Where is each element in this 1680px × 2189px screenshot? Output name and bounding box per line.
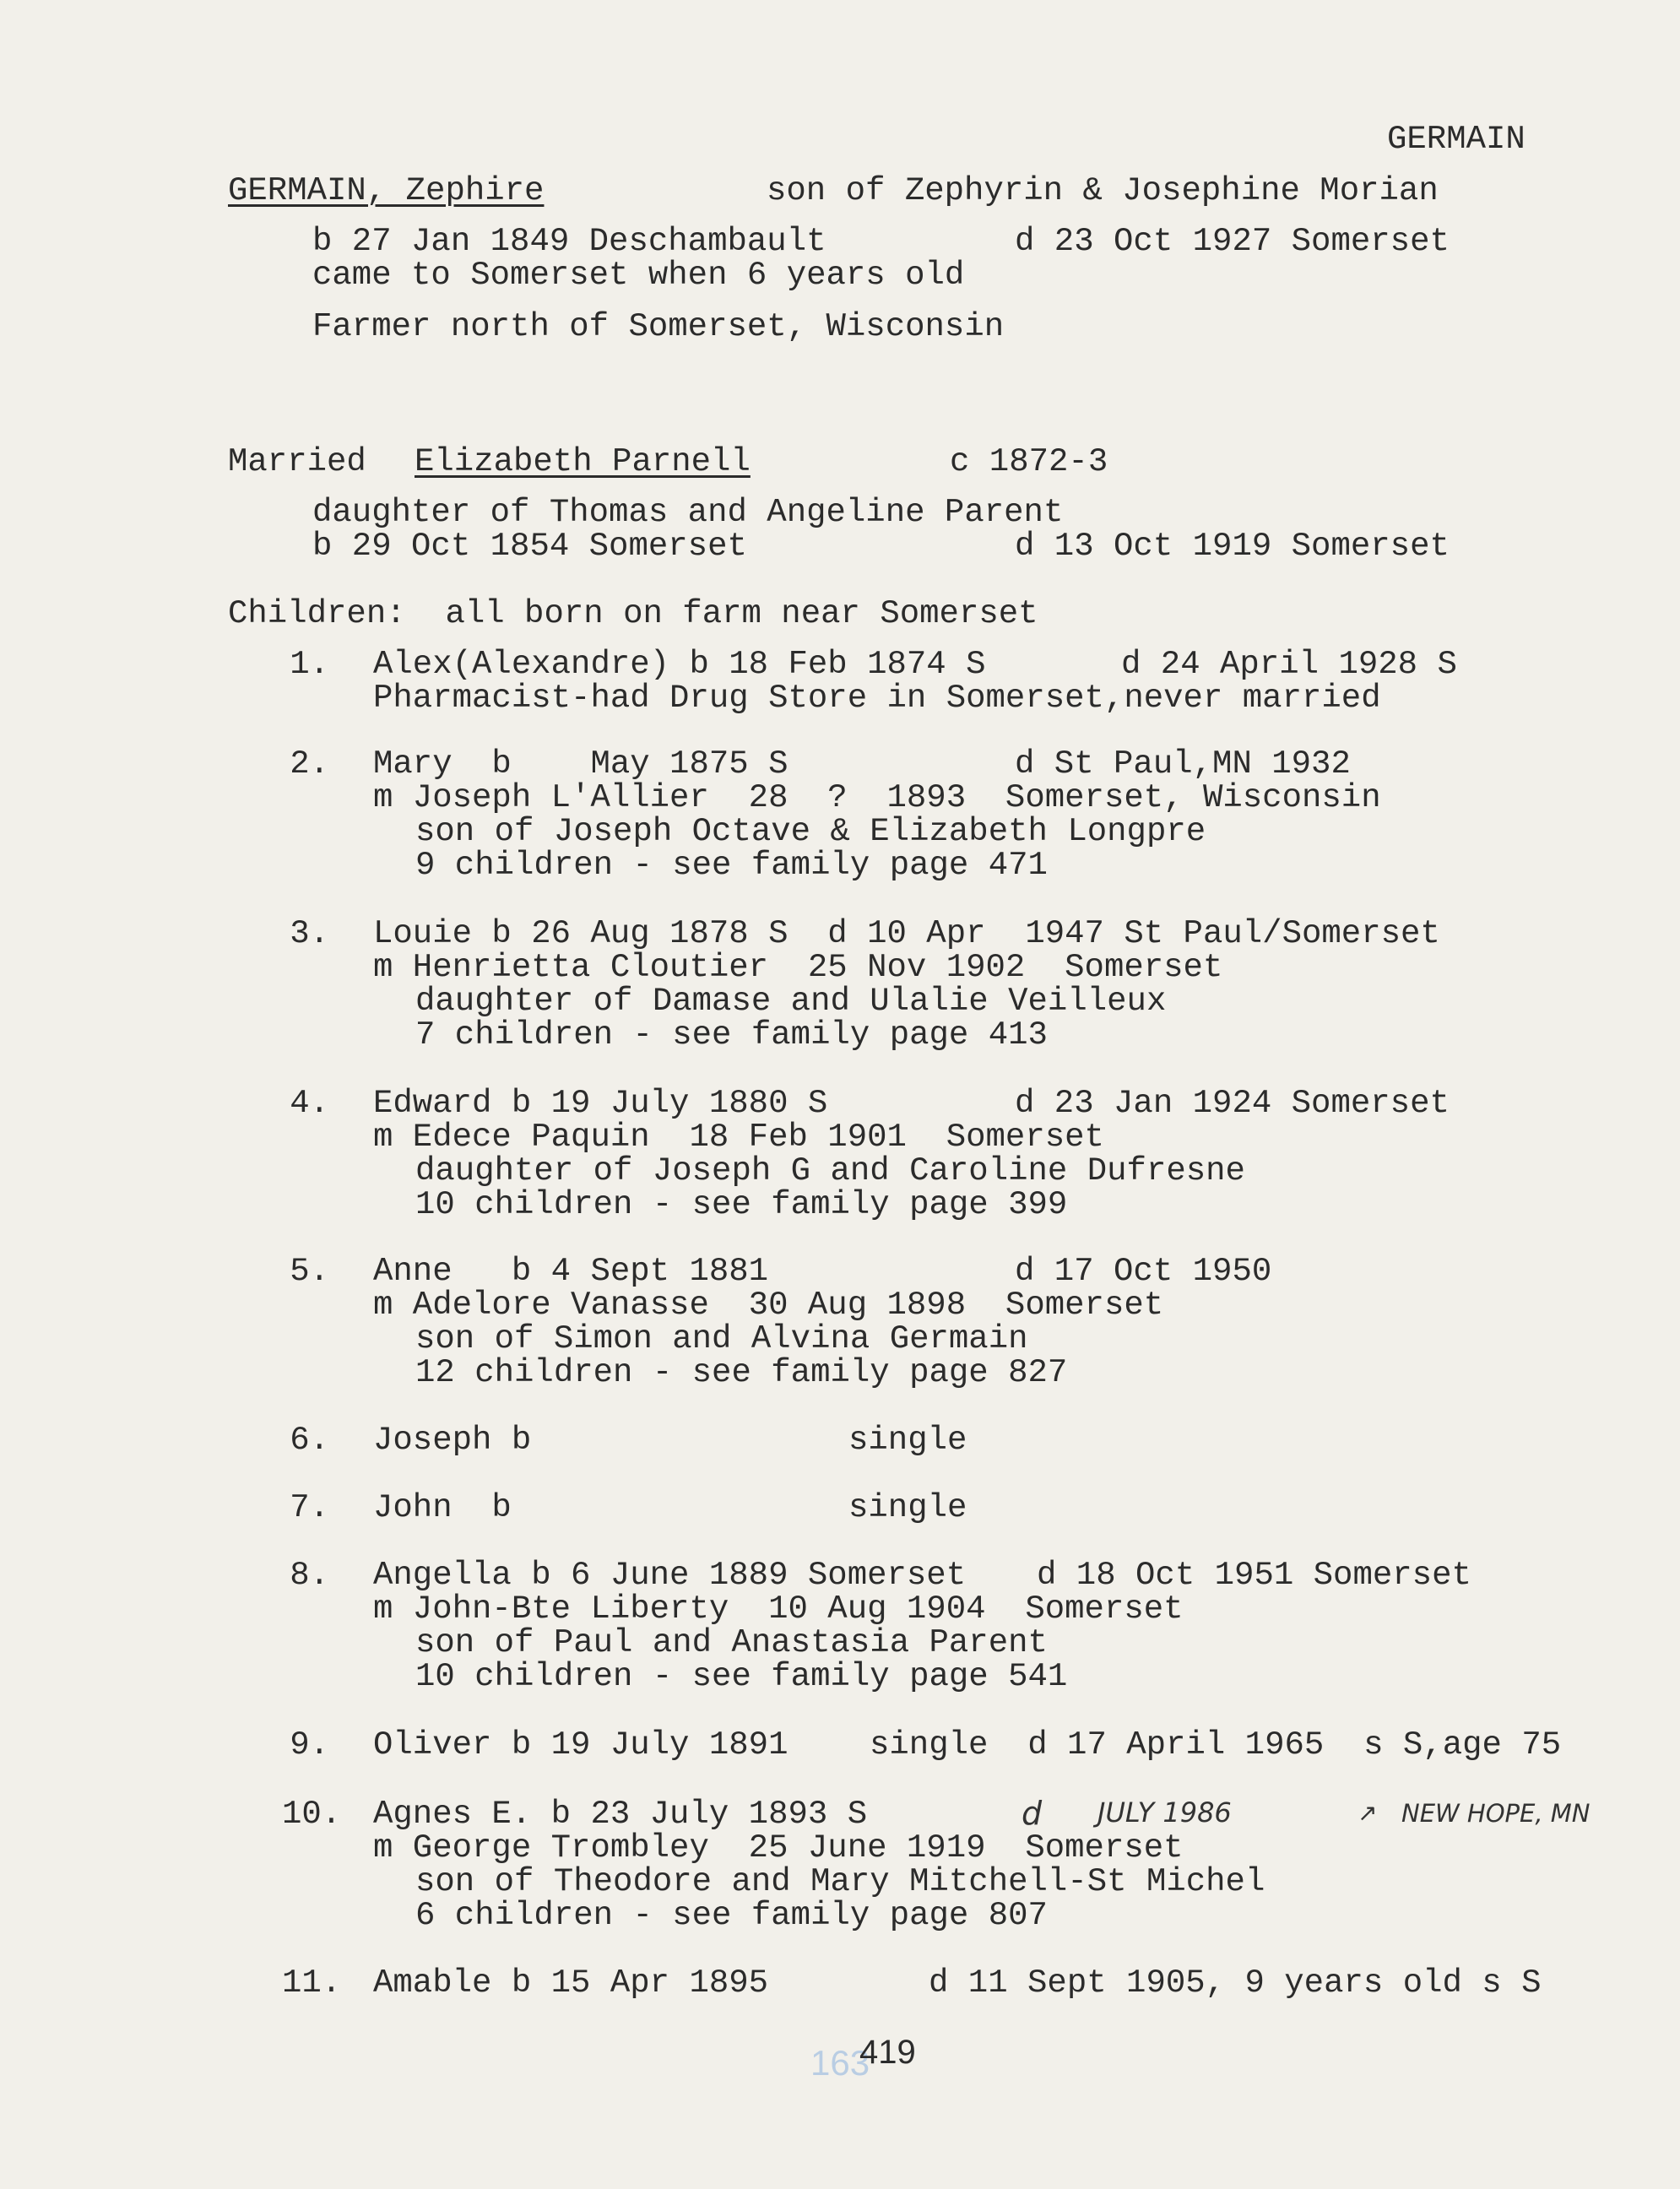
subject-note-occupation: Farmer north of Somerset, Wisconsin <box>312 308 1005 345</box>
child-number: 11. <box>282 1964 342 2002</box>
child-spouse-parents: son of Paul and Anastasia Parent <box>415 1624 1048 1661</box>
child-birth: Agnes E. b 23 July 1893 S <box>373 1796 868 1833</box>
child-number: 2. <box>290 745 329 783</box>
handwritten-death-place: NEW HOPE, MN <box>1401 1799 1591 1828</box>
child-note: Pharmacist-had Drug Store in Somerset,never married <box>373 680 1381 717</box>
child-death: d 24 April 1928 S <box>1121 646 1457 683</box>
child-number: 7. <box>290 1489 329 1526</box>
child-birth: Angella b 6 June 1889 Somerset <box>373 1557 967 1594</box>
child-birth: Anne b 4 Sept 1881 <box>373 1253 769 1290</box>
child-family-ref: 6 children - see family page 807 <box>415 1897 1048 1934</box>
child-spouse-parents: son of Theodore and Mary Mitchell-St Michel <box>415 1863 1265 1900</box>
child-birth: Edward b 19 July 1880 S <box>373 1085 828 1122</box>
subject-note-arrival: came to Somerset when 6 years old <box>312 257 965 294</box>
child-marriage: m Joseph L'Allier 28 ? 1893 Somerset, Wisconsin <box>373 779 1381 816</box>
child-spouse-parents: daughter of Damase and Ulalie Veilleux <box>415 983 1167 1020</box>
subject-parents: son of Zephyrin & Josephine Morian <box>767 172 1439 209</box>
page-header: GERMAIN <box>1387 121 1526 158</box>
child-death: d 17 Oct 1950 <box>1015 1253 1272 1290</box>
subject-birth: b 27 Jan 1849 Deschambault <box>312 223 826 260</box>
spouse-birth: b 29 Oct 1854 Somerset <box>312 528 747 565</box>
child-family-ref: 9 children - see family page 471 <box>415 847 1048 884</box>
child-family-ref: 7 children - see family page 413 <box>415 1016 1048 1054</box>
faded-stamp-number: 163 <box>810 2043 870 2083</box>
child-spouse-parents: daughter of Joseph G and Caroline Dufresne <box>415 1152 1245 1189</box>
child-death: single d 17 April 1965 s S,age 75 <box>870 1726 1562 1764</box>
child-death: d St Paul,MN 1932 <box>1015 745 1351 783</box>
child-status: single <box>848 1489 967 1526</box>
spouse-death: d 13 Oct 1919 Somerset <box>1015 528 1450 565</box>
child-birth-death: Louie b 26 Aug 1878 S d 10 Apr 1947 St Paul/Somerset <box>373 915 1440 952</box>
subject-name: GERMAIN, Zephire <box>228 172 545 209</box>
child-birth: Mary b May 1875 S <box>373 745 789 783</box>
child-marriage: m Adelore Vanasse 30 Aug 1898 Somerset <box>373 1287 1164 1324</box>
child-birth: Amable b 15 Apr 1895 <box>373 1964 769 2002</box>
married-label: Married <box>228 443 366 480</box>
child-birth: Oliver b 19 July 1891 <box>373 1726 789 1764</box>
subject-death: d 23 Oct 1927 Somerset <box>1015 223 1450 260</box>
child-birth: John b <box>373 1489 512 1526</box>
child-number: 9. <box>290 1726 329 1764</box>
child-spouse-parents: son of Joseph Octave & Elizabeth Longpre <box>415 813 1206 850</box>
marriage-date: c 1872-3 <box>950 443 1108 480</box>
child-number: 10. <box>282 1796 342 1833</box>
child-status: single <box>848 1422 967 1459</box>
child-marriage: m George Trombley 25 June 1919 Somerset <box>373 1829 1184 1867</box>
child-number: 3. <box>290 915 329 952</box>
child-marriage: m Edece Paquin 18 Feb 1901 Somerset <box>373 1119 1104 1156</box>
child-birth: Alex(Alexandre) b 18 Feb 1874 S <box>373 646 986 683</box>
child-family-ref: 10 children - see family page 399 <box>415 1186 1068 1223</box>
handwritten-death-d: d <box>1022 1795 1043 1832</box>
child-number: 1. <box>290 646 329 683</box>
spouse-parents: daughter of Thomas and Angeline Parent <box>312 494 1064 531</box>
spouse-name: Elizabeth Parnell <box>415 443 751 480</box>
child-marriage: m Henrietta Cloutier 25 Nov 1902 Somerset <box>373 949 1223 986</box>
handwritten-death-date: JULY 1986 <box>1097 1796 1232 1829</box>
child-death: d 18 Oct 1951 Somerset <box>1037 1557 1471 1594</box>
child-birth: Joseph b <box>373 1422 532 1459</box>
child-marriage: m John-Bte Liberty 10 Aug 1904 Somerset <box>373 1590 1184 1628</box>
child-family-ref: 10 children - see family page 541 <box>415 1658 1068 1695</box>
handwritten-arrow: ↗ <box>1358 1799 1378 1827</box>
child-number: 8. <box>290 1557 329 1594</box>
child-number: 6. <box>290 1422 329 1459</box>
child-death: d 23 Jan 1924 Somerset <box>1015 1085 1450 1122</box>
children-heading: Children: all born on farm near Somerset <box>228 595 1038 632</box>
page-number: 419 <box>859 2034 916 2071</box>
child-death: d 11 Sept 1905, 9 years old s S <box>929 1964 1542 2002</box>
child-spouse-parents: son of Simon and Alvina Germain <box>415 1320 1028 1357</box>
child-number: 5. <box>290 1253 329 1290</box>
child-family-ref: 12 children - see family page 827 <box>415 1354 1068 1391</box>
child-number: 4. <box>290 1085 329 1122</box>
